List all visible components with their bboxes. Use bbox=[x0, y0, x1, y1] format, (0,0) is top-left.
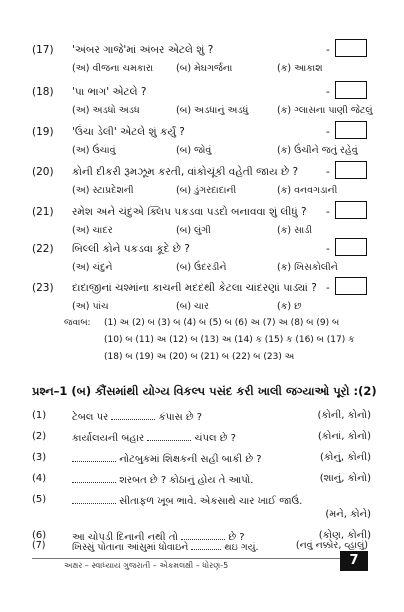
question-row bbox=[0, 86, 404, 102]
fill-blank-before: ખિસ્સું પોતાના આંસુમાં ધોવાઇને bbox=[72, 542, 189, 553]
option-a: (અ) અડધો અડધ bbox=[72, 105, 140, 116]
blank-field[interactable] bbox=[147, 431, 191, 441]
fill-blank-before: ટેબલ પર bbox=[72, 412, 109, 423]
fill-blank-options: (કોની, કોનો) bbox=[317, 410, 371, 421]
fill-blank-after: નોટબુકમાં શિક્ષકની સહી બાકી છે ? bbox=[119, 454, 262, 465]
answer-dash: - bbox=[326, 282, 330, 294]
answer-key-label: જવાબ: bbox=[64, 318, 91, 328]
answer-dash: - bbox=[326, 126, 330, 138]
fill-blank-before: આ ચોપડી દિનાની નથી તો bbox=[72, 532, 178, 543]
option-b: (બ) અડધાનું અડધું bbox=[176, 105, 249, 116]
options-row bbox=[0, 185, 404, 199]
option-c: (ક) સાડી bbox=[277, 225, 313, 236]
fill-blank-number: (3) bbox=[32, 452, 47, 463]
fill-blank-options: (નવું નક્કોર, વ્હાલું) bbox=[295, 540, 368, 551]
option-a: (અ) ચાદર bbox=[72, 225, 113, 236]
options-row bbox=[0, 225, 404, 239]
option-c: (ક) છ bbox=[277, 301, 302, 312]
fill-blank-row bbox=[0, 452, 404, 468]
blank-field[interactable] bbox=[72, 494, 116, 504]
fill-blank-row bbox=[0, 473, 404, 489]
answer-dash: - bbox=[326, 44, 330, 56]
footer-divider bbox=[32, 558, 340, 559]
fill-blank-number: (2) bbox=[32, 431, 47, 442]
question-number: (22) bbox=[32, 243, 54, 255]
question-text: રમેશ અને ચંદુએ ક્લિપ પકડવા પડદો બનાવવા શું લીધું ? bbox=[72, 206, 307, 218]
answer-dash: - bbox=[326, 243, 330, 255]
question-row bbox=[0, 206, 404, 222]
option-a: (અ) સ્ટાપ્રદેશની bbox=[72, 185, 134, 196]
option-c: (ક) ઉંચીને જતું રહેવું bbox=[277, 145, 358, 156]
answer-box[interactable] bbox=[335, 39, 367, 57]
fill-blank-options: (કોનાં, કોનો) bbox=[317, 431, 371, 442]
question-text: 'પા ભાગ' એટલે ? bbox=[72, 86, 147, 98]
answer-dash: - bbox=[326, 166, 330, 178]
fill-blank-after: થઇ ગયું. bbox=[224, 542, 259, 553]
option-b: (બ) જોવું bbox=[176, 145, 212, 156]
answer-key-line bbox=[32, 318, 372, 334]
answer-key-text: (18) બ (19) અ (20) બ (21) બ (22) બ (23) અ bbox=[104, 352, 295, 362]
page-number: 7 bbox=[340, 551, 368, 571]
answer-box[interactable] bbox=[335, 161, 367, 179]
footer-text: અક્ષર – સ્વાધ્યાય ગુજરાતી – એકમલક્ષી – ધોરણ-5 bbox=[64, 561, 229, 570]
fill-blank-row bbox=[0, 431, 404, 447]
fill-blank-options: (કોનું, કોની) bbox=[319, 452, 371, 463]
blank-field[interactable] bbox=[111, 410, 155, 420]
fill-blank-options: (મને, કોને) bbox=[325, 509, 371, 520]
blank-field[interactable] bbox=[191, 540, 221, 550]
question-row bbox=[0, 166, 404, 182]
fill-blank-after: ચંપલ છે ? bbox=[194, 433, 236, 444]
question-row bbox=[0, 282, 404, 298]
fill-blank-before: કાર્યાલયની બહાર bbox=[72, 433, 145, 444]
question-text: 'અંબર ગાજે'માં અંબર એટલે શું ? bbox=[72, 44, 214, 56]
answer-key-line bbox=[32, 352, 372, 368]
fill-blank-text bbox=[72, 452, 262, 465]
option-b: (બ) મેઘગર્જના bbox=[176, 63, 233, 74]
options-row bbox=[0, 105, 404, 119]
question-number: (17) bbox=[32, 44, 54, 56]
options-row bbox=[0, 262, 404, 276]
question-number: (21) bbox=[32, 206, 54, 218]
question-text: બિલ્લી કોને પકડવા કૂદે છે ? bbox=[72, 243, 190, 255]
fill-blank-text bbox=[72, 540, 259, 553]
option-b: (બ) લુંગી bbox=[176, 225, 211, 236]
fill-blank-text bbox=[72, 410, 202, 423]
question-number: (19) bbox=[32, 126, 54, 138]
answer-box[interactable] bbox=[335, 201, 367, 219]
section-heading: પ્રશ્ન–1 (બ) કૌંસમાંથી યોગ્ય વિકલ્પ પસંદ કરી ખાલી જગ્યાઓ પૂરો :(2) bbox=[32, 384, 377, 398]
fill-blank-number: (6) bbox=[32, 530, 47, 541]
blank-field[interactable] bbox=[72, 473, 116, 483]
option-b: (બ) ચાર bbox=[176, 301, 209, 312]
option-c: (ક) ખિસકોલીને bbox=[277, 262, 338, 273]
option-a: (અ) ઉંચાવું bbox=[72, 145, 116, 156]
fill-blank-number: (5) bbox=[32, 494, 47, 505]
answer-key-line bbox=[32, 335, 372, 351]
answer-box[interactable] bbox=[335, 238, 367, 256]
option-c: (ક) ગ્લાસના પાણી જેટલું bbox=[277, 105, 373, 116]
answer-box[interactable] bbox=[335, 81, 367, 99]
option-a: (અ) વીજના ચમકારા bbox=[72, 63, 154, 74]
fill-blank-row bbox=[0, 410, 404, 426]
answer-box[interactable] bbox=[335, 277, 367, 295]
option-a: (અ) ચંદુને bbox=[72, 262, 113, 273]
answer-key-text: (10) બ (11) અ (12) બ (13) અ (14) ક (15) ક (16) બ (17) ક bbox=[104, 335, 355, 345]
options-row bbox=[0, 301, 404, 315]
blank-field[interactable] bbox=[181, 530, 225, 540]
fill-blank-options: (શાનું, કોનો) bbox=[319, 473, 371, 484]
fill-blank-text bbox=[72, 494, 302, 507]
fill-blank-number: (1) bbox=[32, 410, 47, 421]
question-text: 'ઉંચા ડેલી' એટલે શું કર્યું ? bbox=[72, 126, 185, 138]
options-row bbox=[0, 145, 404, 159]
blank-field[interactable] bbox=[72, 452, 116, 462]
question-number: (20) bbox=[32, 166, 54, 178]
fill-blank-after: સીતાફળ ખૂબ ભાવે. એકસાથે ચાર ખાઈ જાઉં. bbox=[119, 496, 303, 507]
answer-dash: - bbox=[326, 206, 330, 218]
options-row bbox=[0, 63, 404, 77]
option-b: (બ) ઉંદરડીને bbox=[176, 262, 227, 273]
fill-blank-number: (4) bbox=[32, 473, 47, 484]
option-a: (અ) પાંચ bbox=[72, 301, 109, 312]
question-number: (18) bbox=[32, 86, 54, 98]
question-row bbox=[0, 126, 404, 142]
option-c: (ક) આકાશ bbox=[277, 63, 323, 74]
question-number: (23) bbox=[32, 282, 54, 294]
fill-blank-row bbox=[0, 494, 404, 510]
question-text: કોની દીકરી રૂમઝૂમ કરતી, વાંકોચૂંકી વહેતી જાય છે ? bbox=[72, 166, 299, 178]
fill-blank-options: (કોણ, કોની) bbox=[318, 530, 371, 541]
answer-dash: - bbox=[326, 86, 330, 98]
answer-key-text: (1) અ (2) બ (3) બ (4) બ (5) બ (6) અ (7) અ (8) બ (9) બ bbox=[104, 318, 340, 328]
answer-box[interactable] bbox=[335, 121, 367, 139]
option-c: (ક) વનવગડાની bbox=[277, 185, 338, 196]
fill-blank-text bbox=[72, 473, 253, 486]
fill-blank-options-row bbox=[0, 509, 404, 525]
fill-blank-after: છે ? bbox=[228, 532, 245, 543]
question-row bbox=[0, 44, 404, 60]
fill-blank-after: શરબત છે ? કોઠાનું હોય તે આપો. bbox=[119, 475, 254, 486]
question-text: દાદાજીનાં ચશ્માંના કાચની મદદથી કેટલા ચાંદરણાં પાડ્યાં ? bbox=[72, 282, 317, 294]
fill-blank-text bbox=[72, 431, 236, 444]
fill-blank-number: (7) bbox=[32, 540, 46, 551]
question-row bbox=[0, 243, 404, 259]
option-b: (બ) ડુંગરદાદાની bbox=[176, 185, 237, 196]
fill-blank-after: કંપાસ છે ? bbox=[158, 412, 203, 423]
